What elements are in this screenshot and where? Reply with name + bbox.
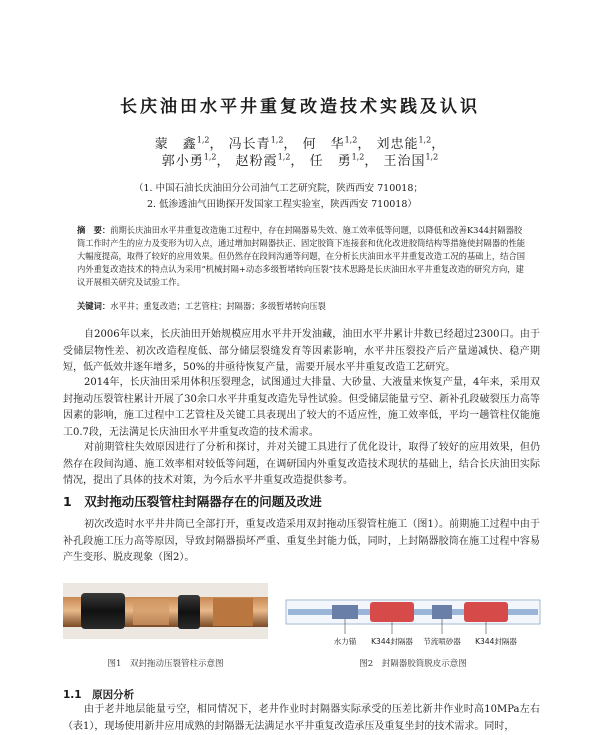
author-affil-mark: 1,2: [344, 135, 358, 145]
subsection-heading: 1.1 原因分析: [63, 689, 135, 701]
figure-1-packer-photo: [63, 583, 268, 639]
fig2-label-sand-jet: 节流喷砂器: [423, 637, 461, 646]
author-affil-mark: 1,2: [277, 152, 291, 162]
author: 何 华: [302, 137, 345, 152]
author: 任 勇: [309, 154, 352, 169]
author-affil-mark: 1,2: [196, 135, 210, 145]
keywords-label: 关键词：: [77, 301, 111, 311]
author: 王治国: [383, 154, 426, 169]
figure-2-caption: 图2 封隔器胶筒脱皮示意图: [359, 659, 467, 669]
fig2-label-packer-1: K344封隔器: [371, 637, 413, 646]
author: 郭小勇: [161, 154, 204, 169]
author-affil-mark: 1,2: [418, 135, 432, 145]
body-paragraph: 由于老井地层能量亏空，相同情况下，老井作业时封隔器实际承受的压差比新井作业时高10MPa左右（表1），现场使用新井应用成熟的封隔器无法满足水平井重复改造承压及重复坐封的技术需求。同时，: [63, 704, 540, 732]
figure-2-packer-schematic: [282, 578, 544, 658]
author: 赵粉霞: [235, 154, 278, 169]
keywords-text: 水平井；重复改造；工艺管柱；封隔器；多级暂堵转向压裂: [110, 301, 326, 311]
affiliation-2: 2. 低渗透油气田勘探开发国家工程实验室，陕西西安 710018）: [147, 199, 417, 210]
author-affil-mark: 1,2: [425, 152, 439, 162]
affiliation-1: （1. 中国石油长庆油田分公司油气工艺研究院，陕西西安 710018；: [134, 183, 423, 194]
figure-1-caption: 图1 双封拖动压裂管柱示意图: [107, 659, 224, 669]
author-line-1: 蒙 鑫$^{1,2}$， 冯长青$^{1,2}$， 何 华$^{1,2}$， 刘忠能$^{1,2}$，: [154, 135, 446, 152]
author: 冯长青: [228, 137, 271, 152]
paper-title: 长庆油田水平井重复改造技术实践及认识: [120, 97, 480, 117]
abstract-text: 前期长庆油田水平井重复改造施工过程中，存在封隔器易失效、施工效率低等问题，以降低和改善K344封隔器胶筒工作时产生的应力及变形为切入点，通过增加封隔器扶正、固定胶筒下连接套和优化改进胶筒结构等措施使封隔器的性能大幅度提高，取得了较好的应用效果。但仍然存在段间沟通等问题，在分析长庆油田水平井重复改造工况的基础上，结合国内外重复改造技术的特点认为采用“机械封隔+动态多级暂堵转向压裂”技术思路是长庆油田水平井重复改造的研究方向，建议开展相关研究及试验工作。: [77, 225, 526, 287]
author: 蒙 鑫: [154, 137, 197, 152]
author: 刘忠能: [376, 137, 419, 152]
abstract-label: 摘 要：: [77, 225, 111, 235]
author-affil-mark: 1,2: [351, 152, 365, 162]
section-heading: 1 双封拖动压裂管柱封隔器存在的问题及改进: [63, 494, 322, 509]
author-affil-mark: 1,2: [203, 152, 217, 162]
keywords: [77, 300, 526, 312]
body-paragraph: 初次改造时水平井井筒已全部打开，重复改造采用双封拖动压裂管柱施工（图1）。前期施工过程中由于补孔段施工压力高等原因，导致封隔器损坏严重、重复坐封能力低，同时，上封隔器胶筒在施工过程中容易产生变形、脱皮现象（图2）。: [63, 519, 540, 563]
author-line-2: 郭小勇$^{1,2}$， 赵粉霞$^{1,2}$， 任 勇$^{1,2}$， 王治国$^{1,2}$: [161, 152, 439, 169]
fig2-label-anchor: 水力锚: [333, 637, 357, 646]
body-paragraph: 自2006年以来，长庆油田开始规模应用水平井开发油藏，油田水平井累计井数已经超过2300口。由于受储层物性差、初次改造程度低、部分储层裂缝发育等因素影响，水平井压裂投产后产量递减快、稳产期短，低产低效井逐年增多，50%的井亟待恢复产量，需要开展水平井重复改造工艺研究。: [63, 329, 540, 373]
fig2-label-packer-2: K344封隔器: [475, 637, 517, 646]
author-affil-mark: 1,2: [270, 135, 284, 145]
abstract: [77, 224, 526, 289]
body-paragraph: 对前期管柱失效原因进行了分析和探讨，并对关键工具进行了优化设计，取得了较好的应用效果，但仍然存在段间沟通、施工效率相对较低等问题，在调研国内外重复改造技术现状的基础上，结合长庆油田实际情况，提出了具体的技术对策，为今后水平井重复改造提供参考。: [63, 442, 540, 486]
body-paragraph: 2014年，长庆油田采用体积压裂理念，试图通过大排量、大砂量、大液量来恢复产量，4年来，采用双封拖动压裂管柱累计开展了30余口水平井重复改造先导性试验。但受储层能量亏空、新补孔段破裂压力高等因素的影响，施工过程中工艺管柱及关键工具表现出了较大的不适应性，施工效率低，平均一趟管柱仅能施工0.7段，无法满足长庆油田水平井重复改造的技术需求。: [63, 377, 540, 438]
